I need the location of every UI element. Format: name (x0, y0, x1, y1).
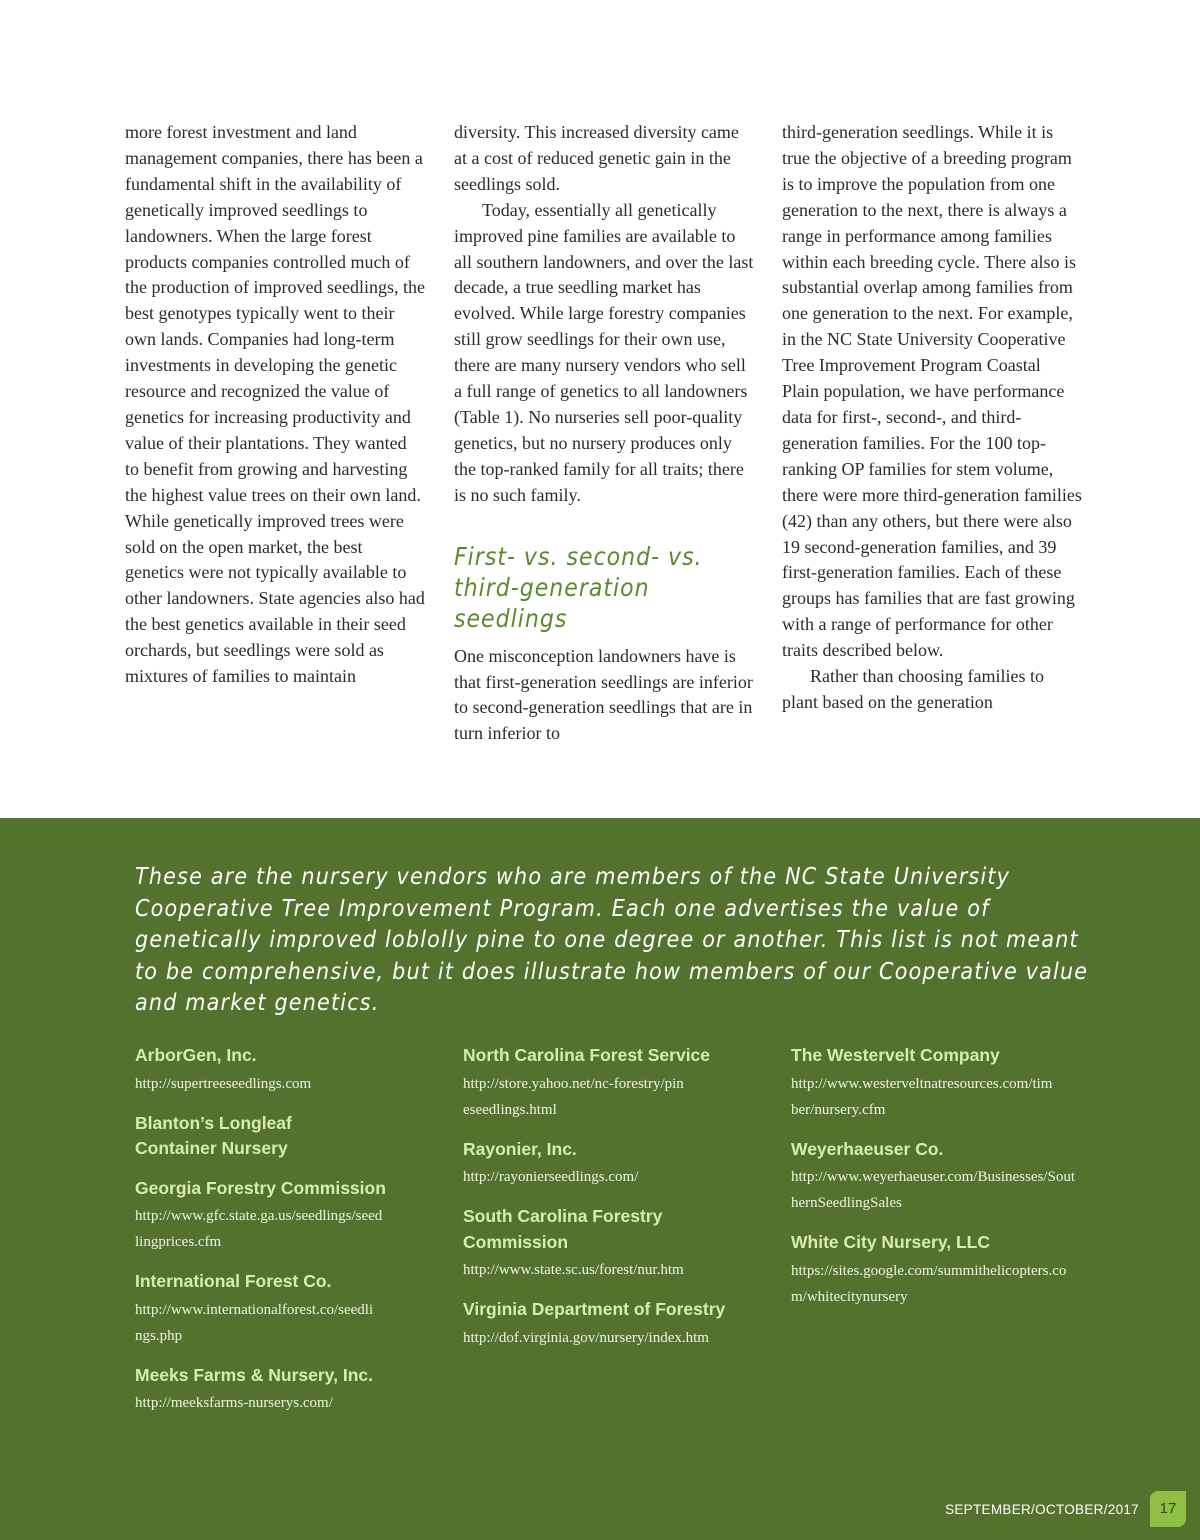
vendor-name: Virginia Department of Forestry (463, 1299, 726, 1319)
vendor-entry (135, 1043, 455, 1097)
vendor-entry (791, 1043, 1111, 1123)
paragraph: third-generation seedlings. While it is true the objective of a breeding program is to improve the population from one generation to the next, there is always a range in performance among families within each breeding cycle. There also is substantial overlap among families from one generation to the next. For example, in the NC State University Cooperative Tree Improvement Program Coastal Plain population, we have performance data for first-, second-, and third-generation families. For the 100 top-ranking OP families for stem volume, there were more third-generation families (42) than any others, but there were also 19 second-generation families, and 39 first-generation families. Each of these groups has families that are fast growing with a range of performance for other traits described below. (782, 122, 1082, 661)
article-body (125, 120, 1082, 780)
vendor-name: Weyerhaeuser Co. (791, 1138, 944, 1159)
vendor-url[interactable]: https://sites.google.com/summithelicopters.com/whitecitynursery (791, 1262, 1067, 1305)
vendor-entry (463, 1043, 783, 1123)
article-column-2 (454, 120, 754, 747)
panel-intro: These are the nursery vendors who are members of the NC State University Cooperative Tree Improvement Program. Each one advertises the value of genetically improved loblolly pine to one degree or another. This list is not meant to be comprehensive, but it does illustrate how members of our Cooperative value and market genetics. (135, 864, 1089, 1016)
paragraph: One misconception landowners have is that first-generation seedlings are inferior to second-generation seedlings that are in turn inferior to (454, 645, 753, 744)
vendor-entry (135, 1176, 425, 1256)
paragraph: Today, essentially all genetically improved pine families are available to all southern landowners, and over the last decade, a true seedling market has evolved. While large forestry companies still grow seedlings for their own use, there are many nursery vendors who sell a full range of genetics to all landowners (Table 1). No nurseries sell poor-quality genetics, but no nursery produces only the top-ranked family for all traits; there is no such family. (454, 199, 754, 505)
vendor-url[interactable]: http://rayonierseedlings.com/ (463, 1169, 639, 1185)
paragraph: Rather than choosing families to plant based on the generation (782, 666, 1044, 712)
vendor-url[interactable]: http://store.yahoo.net/nc-forestry/pineseedlings.html (463, 1075, 684, 1118)
vendor-column-1 (135, 1043, 455, 1430)
issue-date: SEPTEMBER/OCTOBER/2017 (945, 1502, 1139, 1517)
paragraph: diversity. This increased diversity came at a cost of reduced genetic gain in the seedlings sold. (454, 122, 739, 194)
vendor-url[interactable]: http://dof.virginia.gov/nursery/index.htm (463, 1329, 709, 1346)
vendor-column-2 (463, 1043, 783, 1365)
vendor-name: The Westervelt Company (791, 1045, 1000, 1065)
vendor-entry (791, 1137, 1111, 1217)
vendor-entry (791, 1230, 1111, 1310)
vendor-name: Rayonier, Inc. (463, 1138, 577, 1159)
vendor-name: ArborGen, Inc. (135, 1045, 257, 1065)
vendor-name: White City Nursery, LLC (791, 1232, 991, 1252)
vendor-name: Blanton’s Longleaf Container Nursery (135, 1112, 292, 1158)
vendor-url[interactable]: http://www.westerveltnatresources.com/timber/nursery.cfm (791, 1075, 1053, 1118)
vendor-entry (135, 1363, 455, 1417)
section-heading: First- vs. second- vs. third-generation seedlings (454, 541, 703, 633)
vendor-url[interactable]: http://www.state.sc.us/forest/nur.htm (463, 1262, 684, 1278)
vendor-name: Meeks Farms & Nursery, Inc. (135, 1364, 373, 1385)
vendor-name: South Carolina Forestry Commission (463, 1206, 663, 1252)
vendor-entry (135, 1269, 455, 1349)
vendor-url[interactable]: http://meeksfarms-nurserys.com/ (135, 1395, 333, 1411)
vendor-url[interactable]: http://supertreeseedlings.com (135, 1075, 312, 1092)
nursery-vendors-panel (0, 818, 1200, 1540)
page-number: 17 (1150, 1491, 1186, 1527)
vendor-entry (463, 1297, 783, 1351)
vendor-column-3 (791, 1043, 1111, 1324)
vendor-entry (135, 1111, 315, 1162)
vendor-entry (463, 1137, 783, 1191)
vendor-name: International Forest Co. (135, 1271, 332, 1291)
vendor-url[interactable]: http://www.gfc.state.ga.us/seedlings/seedlingprices.cfm (135, 1208, 383, 1250)
vendor-name: North Carolina Forest Service (463, 1045, 711, 1065)
vendor-url[interactable]: http://www.internationalforest.co/seedlings.php (135, 1301, 374, 1344)
vendor-name: Georgia Forestry Commission (135, 1177, 386, 1198)
article-column-1 (125, 120, 425, 690)
paragraph: more forest investment and land management companies, there has been a fundamental shift in the availability of genetically improved seedlings to landowners. When the large forest products companies controlled much of the production of improved seedlings, the best genotypes typically went to their own lands. Companies had long-term investments in developing the genetic resource and recognized the value of genetics for increasing productivity and value of their plantations. They wanted to benefit from growing and harvesting the highest value trees on their own land. While genetically improved trees were sold on the open market, the best genetics were not typically available to other landowners. State agencies also had the best genetics available in their seed orchards, but seedlings were sold as mixtures of families to maintain (125, 122, 425, 687)
vendor-url[interactable]: http://www.weyerhaeuser.com/Businesses/SouthernSeedlingSales (791, 1169, 1075, 1211)
page-footer (900, 1480, 1200, 1540)
vendor-entry (463, 1204, 703, 1283)
article-column-3 (782, 120, 1082, 716)
